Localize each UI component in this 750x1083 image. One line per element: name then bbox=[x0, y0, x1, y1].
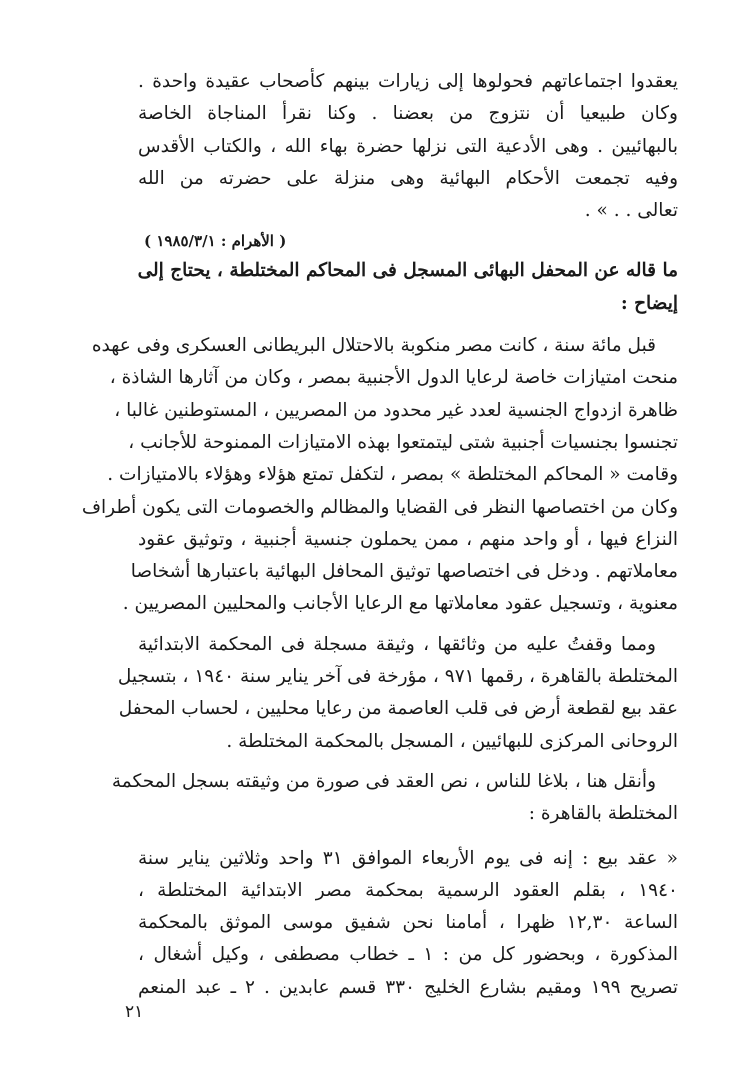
text-line: وكان طبيعيا أن نتزوج من بعضنا . وكنا نقرأ المناجاة الخاصة bbox=[138, 103, 678, 125]
text-line: وأنقل هنا ، بلاغا للناس ، نص العقد فى صورة من وثيقته بسجل المحكمة bbox=[111, 770, 656, 792]
text-line: « عقد بيع : إنه فى يوم الأربعاء الموافق ٣١ واحد وثلاثين يناير سنة bbox=[138, 847, 678, 869]
text-line: وقامت « المحاكم المختلطة » بمصر ، لتكفل تمتع هؤلاء وهؤلاء بالامتيازات . bbox=[107, 464, 678, 486]
text-line: معاملاتهم . ودخل فى اختصاصها توثيق المحافل البهائية باعتبارها أشخاصا bbox=[130, 561, 678, 583]
page-number: ٢١ bbox=[125, 1002, 144, 1022]
text-line: تعالى . . » . bbox=[584, 200, 678, 222]
text-line: عقد بيع لقطعة أرض فى قلب العاصمة من رعايا محليين ، لحساب المحفل bbox=[118, 698, 678, 720]
text-line: بالبهائيين . وهى الأدعية التى نزلها حضرة بهاء الله ، والكتاب الأقدس bbox=[138, 135, 679, 157]
intro-heading bbox=[138, 255, 678, 320]
transcript-intro-paragraph bbox=[111, 766, 678, 831]
text-line: تجنسوا بجنسيات أجنبية شتى ليتمتعوا بهذه الامتيازات الممنوحة للأجانب ، bbox=[128, 431, 678, 453]
heading-line: ما قاله عن المحفل البهائى المسجل فى المحاكم المختلطة ، يحتاج إلى bbox=[137, 260, 678, 282]
text-line: المختلطة بالقاهرة ، رقمها ٩٧١ ، مؤرخة فى آخر يناير سنة ١٩٤٠ ، بتسجيل bbox=[117, 666, 678, 688]
text-line: وكان من اختصاصها النظر فى القضايا والمظالم والخصومات التى يكون أطراف bbox=[81, 496, 678, 518]
text-line: الروحانى المركزى للبهائيين ، المسجل بالمحكمة المختلطة . bbox=[226, 730, 678, 752]
text-line: منحت امتيازات خاصة لرعايا الدول الأجنبية بمصر ، وكان من آثارها الشاذة ، bbox=[109, 367, 678, 389]
text-line: ومما وقفتُ عليه من وثائقها ، وثيقة مسجلة فى المحكمة الابتدائية bbox=[138, 633, 656, 655]
history-paragraph bbox=[81, 330, 678, 621]
quote-end-paragraph bbox=[138, 66, 678, 255]
text-line: يعقدوا اجتماعاتهم فحولوها إلى زيارات بينهم كأصحاب عقيدة واحدة . bbox=[138, 71, 678, 92]
contract-text bbox=[138, 843, 678, 1004]
text-line: الساعة ١٢,٣٠ ظهرا ، أمامنا نحن شفيق موسى الموثق بالمحكمة bbox=[138, 912, 678, 934]
text-line: تصريح ١٩٩ ومقيم بشارع الخليج ٣٣٠ قسم عابدين . ٢ ـ عبد المنعم bbox=[138, 976, 679, 998]
text-line: ظاهرة ازدواج الجنسية لعدد غير محدود من المصريين ، المستوطنين غالبا ، bbox=[114, 399, 678, 421]
text-line: المذكورة ، وبحضور كل من : ١ ـ خطاب مصطفى ، وكيل أشغال ، bbox=[138, 944, 678, 966]
document-paragraph bbox=[117, 629, 678, 758]
text-line: معنوية ، وتسجيل عقود معاملاتها مع الرعايا الأجانب والمحليين المصريين . bbox=[122, 593, 678, 615]
citation: ( الأهرام : ١٩٨٥/٣/١ ) bbox=[144, 232, 287, 251]
text-line: المختلطة بالقاهرة : bbox=[528, 803, 678, 825]
text-line: وفيه تجمعت الأحكام البهائية وهى منزلة على حضرته من الله bbox=[138, 167, 678, 189]
text-line: قبل مائة سنة ، كانت مصر منكوبة بالاحتلال البريطانى العسكرى وفى عهده bbox=[91, 335, 656, 357]
text-line: ١٩٤٠ ، بقلم العقود الرسمية بمحكمة مصر الابتدائية المختلطة ، bbox=[138, 879, 678, 901]
page-body bbox=[81, 66, 679, 1004]
heading-line: إيضاح : bbox=[620, 292, 678, 314]
text-line: النزاع فيها ، أو واحد منهم ، ممن يحملون جنسية أجنبية ، وتوثيق عقود bbox=[138, 528, 678, 550]
